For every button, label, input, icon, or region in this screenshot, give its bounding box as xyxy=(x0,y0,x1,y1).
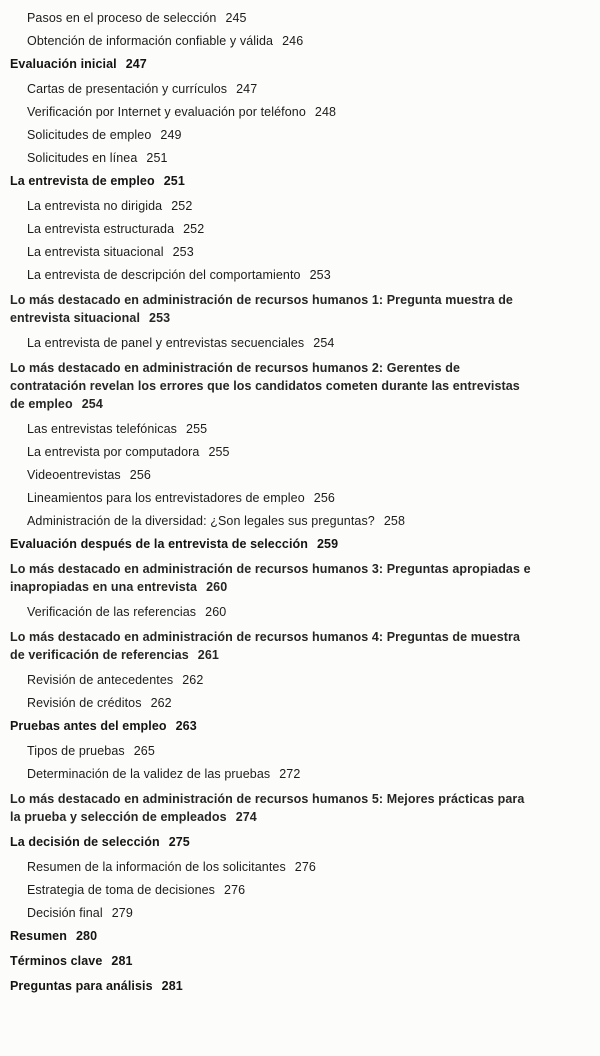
toc-entry-page-number: 274 xyxy=(235,810,257,824)
toc-entry-page-number: 248 xyxy=(314,105,337,119)
toc-entry-label: Resumen xyxy=(10,929,67,943)
toc-entry-page-number: 281 xyxy=(111,954,133,968)
toc-entry-page-number: 247 xyxy=(125,57,147,71)
toc-entry xyxy=(27,881,590,900)
toc-entry-label: Verificación por Internet y evaluación por teléfono xyxy=(27,105,306,119)
toc-entry-label: Las entrevistas telefónicas xyxy=(27,422,178,436)
toc-entry-label: Estrategia de toma de decisiones xyxy=(27,883,216,897)
toc-entry xyxy=(27,334,590,353)
toc-entry xyxy=(27,694,590,713)
toc-entry-page-number: 265 xyxy=(133,744,155,758)
toc-entry-page-number: 279 xyxy=(111,906,133,920)
toc-entry-label: Lo más destacado en administración de recursos humanos 2: Gerentes de contratación revelan los errores que los candidatos cometen durante las entrevistas de empleo xyxy=(10,361,520,411)
toc-entry-label: Administración de la diversidad: ¿Son legales sus preguntas? xyxy=(27,514,375,528)
toc-entry-label: La entrevista no dirigida xyxy=(27,199,163,213)
toc-entry-label: Lineamientos para los entrevistadores de empleo xyxy=(27,491,305,505)
toc-entry-page-number: 252 xyxy=(171,199,193,213)
toc-entry xyxy=(10,291,537,327)
toc-entry-page-number: 259 xyxy=(316,537,339,551)
toc-entry-page-number: 256 xyxy=(313,491,335,505)
toc-entry xyxy=(10,55,590,74)
toc-entry-page-number: 255 xyxy=(208,445,230,459)
toc-entry-page-number: 280 xyxy=(75,929,98,943)
toc-entry-label: Lo más destacado en administración de recursos humanos 1: Pregunta muestra de entrevista situacional xyxy=(10,293,513,325)
toc-entry-label: La entrevista situacional xyxy=(27,245,164,259)
toc-entry xyxy=(27,671,590,690)
toc-entry-page-number: 255 xyxy=(186,422,208,436)
toc-entry xyxy=(27,80,590,99)
toc-entry-page-number: 262 xyxy=(182,673,204,687)
toc-entry-label: La entrevista de panel y entrevistas secuenciales xyxy=(27,336,305,350)
toc-entry-page-number: 260 xyxy=(205,605,227,619)
toc-entry xyxy=(27,443,590,462)
toc-entry xyxy=(27,266,590,285)
toc-entry xyxy=(10,833,590,852)
toc-entry xyxy=(10,977,590,996)
toc-entry xyxy=(27,858,590,877)
toc-entry-page-number: 254 xyxy=(313,336,335,350)
toc-entry xyxy=(27,603,590,622)
toc-entry xyxy=(27,742,590,761)
toc-entry-page-number: 251 xyxy=(146,151,168,165)
toc-entry-page-number: 281 xyxy=(161,979,183,993)
toc-entry-page-number: 263 xyxy=(175,719,197,733)
toc-entry xyxy=(10,717,590,736)
toc-entry-label: Solicitudes de empleo xyxy=(27,128,152,142)
toc-entry xyxy=(10,359,537,413)
toc-entry xyxy=(10,628,537,664)
toc-entry xyxy=(10,952,590,971)
toc-entry xyxy=(10,560,537,596)
toc-entry-label: Decisión final xyxy=(27,906,103,920)
toc-entry xyxy=(27,489,590,508)
toc-entry-label: La entrevista de descripción del comportamiento xyxy=(27,268,301,282)
toc-entry xyxy=(27,197,590,216)
toc-entry xyxy=(27,32,590,51)
toc-entry-page-number: 245 xyxy=(225,11,247,25)
toc-list xyxy=(10,9,590,996)
toc-entry-label: Evaluación inicial xyxy=(10,57,117,71)
toc-entry-page-number: 246 xyxy=(282,34,304,48)
toc-entry-label: Solicitudes en línea xyxy=(27,151,138,165)
toc-entry-label: Términos clave xyxy=(10,954,103,968)
toc-entry-page-number: 249 xyxy=(160,128,182,142)
toc-entry-page-number: 275 xyxy=(168,835,190,849)
toc-entry xyxy=(10,790,537,826)
toc-entry xyxy=(27,103,590,122)
toc-entry-label: La decisión de selección xyxy=(10,835,160,849)
toc-entry-page-number: 276 xyxy=(224,883,246,897)
toc-entry-page-number: 251 xyxy=(163,174,185,188)
toc-entry-label: Determinación de la validez de las pruebas xyxy=(27,767,271,781)
toc-entry xyxy=(27,126,590,145)
toc-entry-page-number: 252 xyxy=(183,222,205,236)
toc-entry-label: La entrevista por computadora xyxy=(27,445,200,459)
toc-entry-label: Cartas de presentación y currículos xyxy=(27,82,228,96)
toc-entry-page-number: 258 xyxy=(383,514,406,528)
toc-entry xyxy=(10,535,590,554)
toc-entry-page-number: 253 xyxy=(149,311,171,325)
toc-entry xyxy=(27,149,590,168)
toc-entry xyxy=(27,765,590,784)
toc-entry-page-number: 261 xyxy=(197,648,219,662)
toc-entry xyxy=(27,512,590,531)
toc-entry-label: Verificación de las referencias xyxy=(27,605,197,619)
toc-entry-page-number: 272 xyxy=(279,767,301,781)
toc-entry-label: Resumen de la información de los solicitantes xyxy=(27,860,286,874)
toc-entry xyxy=(27,9,590,28)
toc-entry xyxy=(27,466,590,485)
toc-entry-label: Revisión de antecedentes xyxy=(27,673,174,687)
toc-entry-page-number: 253 xyxy=(309,268,331,282)
toc-entry-label: Pruebas antes del empleo xyxy=(10,719,167,733)
toc-entry xyxy=(27,220,590,239)
toc-entry-label: Preguntas para análisis xyxy=(10,979,153,993)
toc-entry-page-number: 260 xyxy=(206,580,228,594)
toc-entry-page-number: 262 xyxy=(150,696,172,710)
toc-entry xyxy=(27,420,590,439)
toc-entry-label: Videoentrevistas xyxy=(27,468,121,482)
toc-entry-page-number: 256 xyxy=(129,468,151,482)
toc-entry-label: La entrevista de empleo xyxy=(10,174,155,188)
toc-entry-page-number: 254 xyxy=(81,397,103,411)
toc-entry-label: La entrevista estructurada xyxy=(27,222,175,236)
toc-entry-page-number: 253 xyxy=(172,245,194,259)
toc-entry xyxy=(10,927,590,946)
toc-entry-label: Lo más destacado en administración de recursos humanos 5: Mejores prácticas para la prueba y selección de empleados xyxy=(10,792,525,824)
toc-entry xyxy=(27,243,590,262)
toc-entry-page-number: 276 xyxy=(294,860,316,874)
toc-entry xyxy=(27,904,590,923)
toc-entry-label: Obtención de información confiable y válida xyxy=(27,34,274,48)
toc-entry-label: Evaluación después de la entrevista de selección xyxy=(10,537,308,551)
toc-entry-label: Tipos de pruebas xyxy=(27,744,125,758)
toc-entry-label: Pasos en el proceso de selección xyxy=(27,11,217,25)
toc-entry-label: Revisión de créditos xyxy=(27,696,142,710)
toc-entry xyxy=(10,172,590,191)
toc-entry-label: Lo más destacado en administración de recursos humanos 4: Preguntas de muestra de verificación de referencias xyxy=(10,630,521,662)
toc-entry-label: Lo más destacado en administración de recursos humanos 3: Preguntas apropiadas e inapropiadas en una entrevista xyxy=(10,562,531,594)
toc-entry-page-number: 247 xyxy=(236,82,258,96)
